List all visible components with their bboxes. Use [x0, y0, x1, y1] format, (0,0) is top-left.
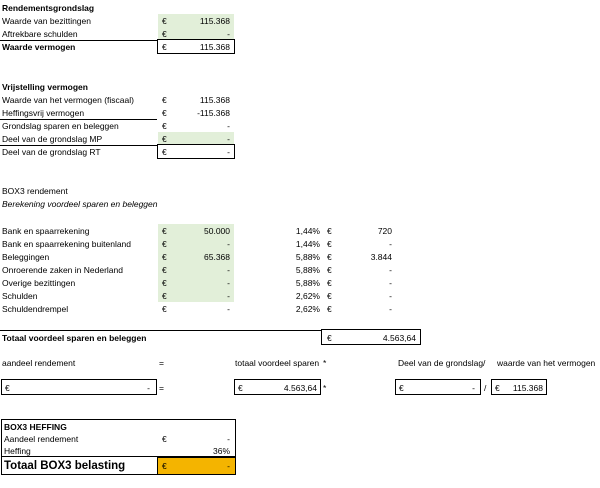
box3-row-result: 3.844	[370, 252, 392, 262]
currency-symbol: €	[327, 239, 332, 249]
box3-row-value[interactable]: -	[227, 239, 230, 249]
box3-row-percentage: 5,88%	[295, 278, 320, 288]
box3-row-result: -	[389, 291, 392, 301]
currency-symbol: €	[162, 252, 167, 262]
currency-symbol: €	[162, 95, 167, 105]
heffing-total-label: Totaal BOX3 belasting	[4, 460, 126, 472]
box3-row-result: 720	[377, 226, 392, 236]
box3-row-label: Schuldendrempel	[2, 304, 69, 314]
box3-row-value[interactable]: -	[227, 291, 230, 301]
total-voordeel-label: Totaal voordeel sparen en beleggen	[2, 333, 147, 343]
box3-row-percentage: 1,44%	[295, 226, 320, 236]
section-title-rendementsgrondslag: Rendementsgrondslag	[2, 3, 95, 13]
currency-symbol: €	[327, 291, 332, 301]
row-label: Grondslag sparen en beleggen	[2, 121, 119, 131]
formula-deel-label: Deel van de grondslag	[398, 358, 484, 368]
row-label: Deel van de grondslag RT	[2, 147, 101, 157]
currency-symbol: €	[327, 333, 332, 343]
currency-symbol: €	[327, 278, 332, 288]
row-label: Waarde vermogen	[2, 42, 76, 52]
formula-divide: /	[483, 358, 486, 368]
formula-equals: =	[159, 358, 164, 368]
section-subtitle-box3: Berekening voordeel sparen en beleggen	[2, 199, 158, 209]
currency-symbol: €	[162, 291, 167, 301]
section-title-box3: BOX3 rendement	[2, 186, 68, 196]
box3-row-result: -	[389, 304, 392, 314]
box3-row-percentage: 5,88%	[295, 265, 320, 275]
formula-multiply: *	[323, 358, 327, 368]
row-label: Waarde van het vermogen (fiscaal)	[2, 95, 134, 105]
box3-row-value[interactable]: -	[227, 304, 230, 314]
divider	[0, 330, 321, 331]
formula-totaal-value: 4.563,64	[283, 383, 317, 393]
row-label: Deel van de grondslag MP	[2, 134, 103, 144]
currency-symbol: €	[399, 383, 404, 393]
box3-row-label: Onroerende zaken in Nederland	[2, 265, 123, 275]
total-voordeel-value: 4.563,64	[382, 333, 416, 343]
currency-symbol: €	[162, 147, 167, 157]
box3-row-result: -	[389, 278, 392, 288]
formula-deel-value: -	[472, 383, 475, 393]
formula-equals: =	[159, 383, 164, 393]
formula-divide: /	[484, 383, 487, 393]
grondslag-value: -	[227, 121, 230, 131]
currency-symbol: €	[5, 383, 10, 393]
formula-aandeel-value: -	[147, 383, 150, 393]
waarde-vermogen-value: 115.368	[199, 42, 230, 52]
row-label: Aftrekbare schulden	[2, 29, 78, 39]
row-label: Waarde van bezittingen	[2, 16, 91, 26]
box3-row-result: -	[389, 239, 392, 249]
currency-symbol: €	[162, 461, 167, 471]
box3-row-percentage: 5,88%	[295, 252, 320, 262]
heffingsvrij-value: -115.368	[197, 108, 230, 118]
currency-symbol: €	[327, 265, 332, 275]
box3-row-percentage: 2,62%	[295, 291, 320, 301]
box3-row-value[interactable]: -	[227, 278, 230, 288]
currency-symbol: €	[162, 108, 167, 118]
currency-symbol: €	[162, 121, 167, 131]
currency-symbol: €	[495, 383, 500, 393]
heffing-total-value: -	[227, 461, 230, 471]
heffing-label: Heffing	[4, 446, 31, 456]
currency-symbol: €	[162, 226, 167, 236]
currency-symbol: €	[238, 383, 243, 393]
heffing-aandeel-value: -	[227, 434, 230, 444]
deel-mp-value[interactable]: -	[227, 134, 230, 144]
formula-waarde-label: waarde van het vermogen	[497, 358, 596, 368]
currency-symbol: €	[162, 29, 167, 39]
box3-row-value[interactable]: -	[227, 265, 230, 275]
box3-row-value[interactable]: 50.000	[204, 226, 230, 236]
formula-waarde-value: 115.368	[512, 383, 543, 393]
heffing-title: BOX3 HEFFING	[4, 422, 67, 432]
currency-symbol: €	[327, 226, 332, 236]
box3-row-label: Overige bezittingen	[2, 278, 76, 288]
currency-symbol: €	[162, 42, 167, 52]
formula-totaal-label: totaal voordeel sparen	[235, 358, 320, 368]
currency-symbol: €	[327, 252, 332, 262]
currency-symbol: €	[162, 239, 167, 249]
formula-aandeel-label: aandeel rendement	[2, 358, 76, 368]
box3-row-value[interactable]: 65.368	[204, 252, 230, 262]
heffing-percentage: 36%	[212, 446, 230, 456]
box3-row-percentage: 2,62%	[295, 304, 320, 314]
currency-symbol: €	[162, 304, 167, 314]
currency-symbol: €	[162, 134, 167, 144]
box3-row-label: Beleggingen	[2, 252, 50, 262]
waarde-fiscaal-value: 115.368	[199, 95, 230, 105]
currency-symbol: €	[162, 16, 167, 26]
currency-symbol: €	[327, 304, 332, 314]
heffing-aandeel-label: Aandeel rendement	[4, 434, 79, 444]
section-title-vrijstelling: Vrijstelling vermogen	[2, 82, 88, 92]
row-label: Heffingsvrij vermogen	[2, 108, 85, 118]
waarde-bezittingen-value[interactable]: 115.368	[199, 16, 230, 26]
box3-row-percentage: 1,44%	[295, 239, 320, 249]
currency-symbol: €	[162, 434, 167, 444]
currency-symbol: €	[162, 278, 167, 288]
formula-multiply: *	[323, 383, 327, 393]
currency-symbol: €	[162, 265, 167, 275]
aftrekbare-schulden-value[interactable]: -	[227, 29, 230, 39]
deel-rt-value: -	[227, 147, 230, 157]
box3-row-label: Bank en spaarrekening	[2, 226, 90, 236]
box3-row-label: Schulden	[2, 291, 38, 301]
box3-row-result: -	[389, 265, 392, 275]
box3-row-label: Bank en spaarrekening buitenland	[2, 239, 132, 249]
